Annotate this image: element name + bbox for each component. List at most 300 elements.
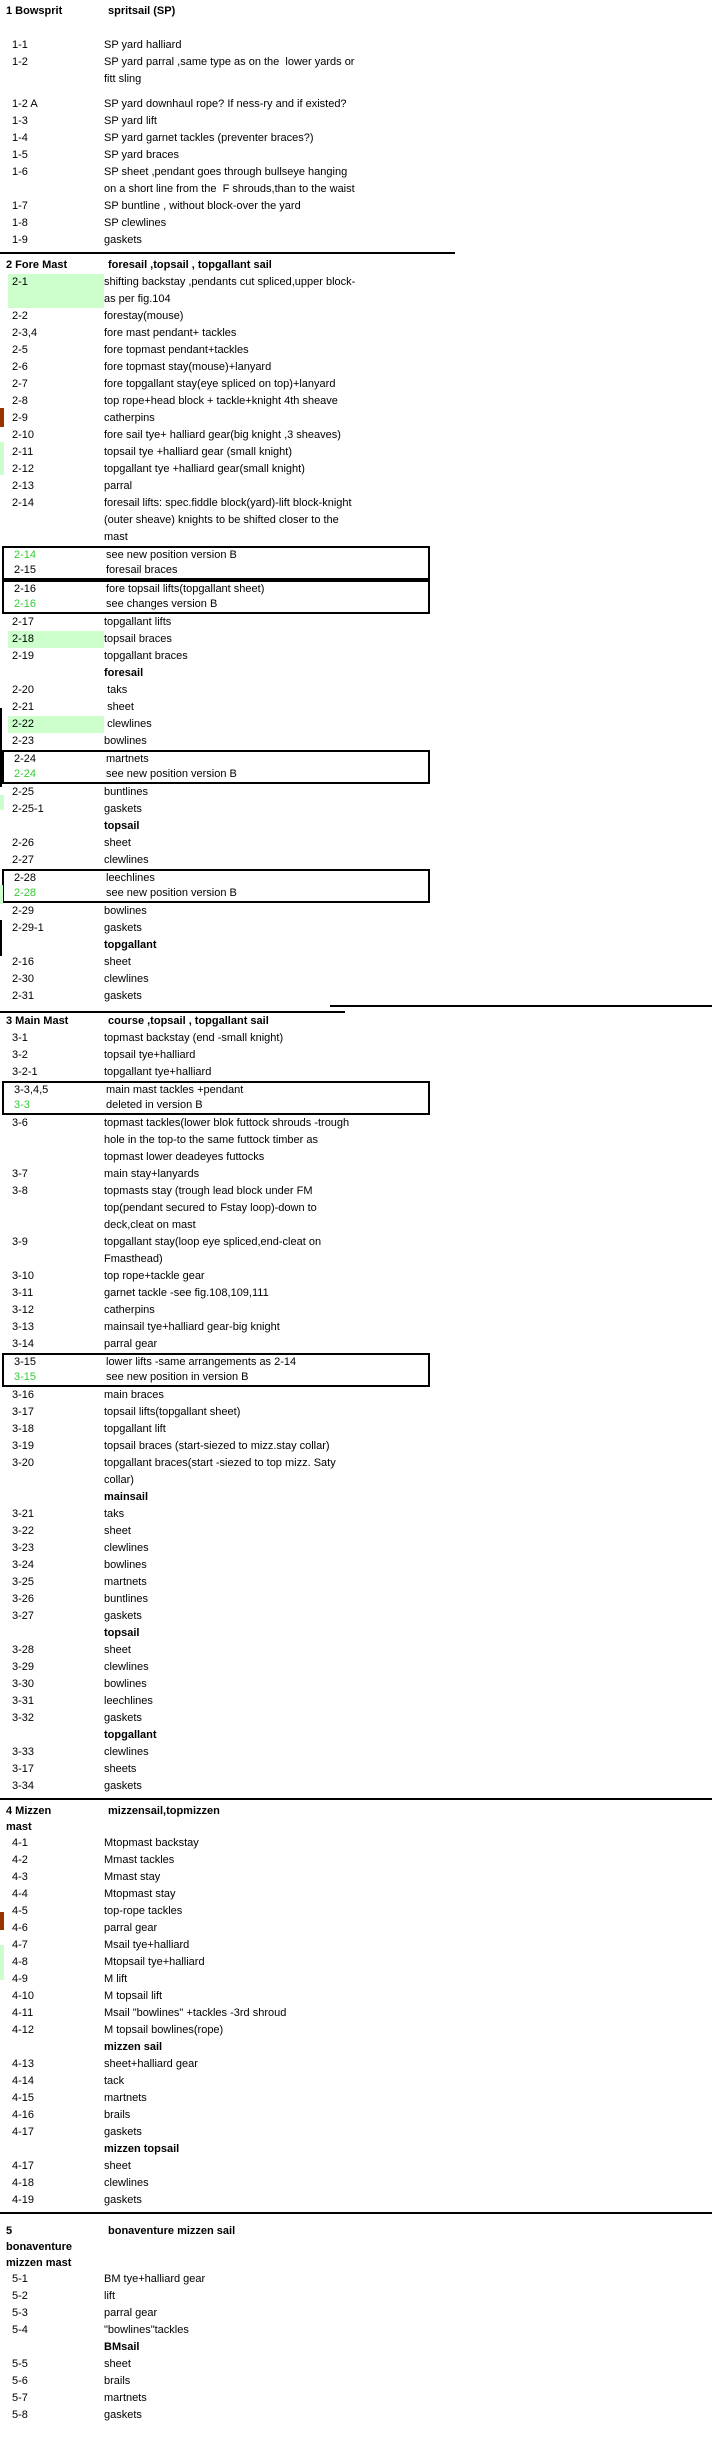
row-description-line: fore topsail lifts(topgallant sheet)	[106, 583, 265, 595]
row-number: 2-2	[12, 310, 28, 322]
row-number: 2-8	[12, 395, 28, 407]
row-description-line: top(pendant secured to Fstay loop)-down to	[104, 1202, 317, 1214]
row-description-line: Msail tye+halliard	[104, 1939, 190, 1951]
row-number: 4-7	[12, 1939, 28, 1951]
table-row	[0, 461, 712, 478]
left-edge-artifact	[0, 408, 4, 427]
row-description-line: SP yard parral ,same type as on the lower yards or	[104, 56, 355, 68]
sail-subheader-row	[0, 2141, 712, 2158]
section-title-line: mizzen mast	[6, 2257, 72, 2269]
row-description	[104, 852, 712, 869]
table-row	[0, 2390, 712, 2407]
row-number: 3-14	[12, 1338, 35, 1350]
row-number: 4-8	[12, 1956, 28, 1968]
left-edge-artifact	[0, 920, 2, 956]
row-description-line: SP yard halliard	[104, 39, 182, 51]
table-row	[0, 1988, 712, 2005]
row-description	[104, 1659, 712, 1676]
row-description-line: parral gear	[104, 1338, 158, 1350]
row-description	[104, 2192, 712, 2209]
sail-subheader-row	[0, 818, 712, 835]
section-header	[0, 257, 712, 274]
row-description	[104, 2056, 712, 2073]
row-description	[104, 2073, 712, 2090]
row-description	[104, 2271, 712, 2288]
row-number: 1-9	[12, 234, 28, 246]
table-row	[0, 1183, 712, 1234]
row-description-line: gaskets	[104, 1780, 142, 1792]
row-description-line: fitt sling	[104, 73, 142, 85]
row-description-line: gaskets	[104, 990, 142, 1002]
row-description	[104, 130, 712, 147]
table-row	[0, 801, 712, 818]
table-row	[0, 2022, 712, 2039]
table-row	[0, 1421, 712, 1438]
table-row	[0, 2175, 712, 2192]
row-number: 1-2 A	[12, 98, 38, 110]
row-number: 4-19	[12, 2194, 35, 2206]
row-description-line: fore topgallant stay(eye spliced on top)+lanyard	[104, 378, 336, 390]
table-row	[0, 1835, 712, 1852]
table-row	[0, 2124, 712, 2141]
table-row	[0, 682, 712, 699]
section-title-line: 1 Bowsprit	[6, 5, 63, 17]
row-description	[106, 886, 428, 901]
row-number: 5-2	[12, 2290, 28, 2302]
section-title-line: 5	[6, 2225, 13, 2237]
row-number: 3-3	[14, 1099, 30, 1111]
row-number: 2-9	[12, 412, 28, 424]
row-description	[104, 699, 712, 716]
row-description	[106, 548, 428, 563]
row-description	[104, 1268, 712, 1285]
row-description-line: gaskets	[104, 234, 142, 246]
row-number: 2-16	[12, 956, 35, 968]
row-number: 3-9	[12, 1236, 28, 1248]
row-description-line: Fmasthead)	[104, 1253, 163, 1265]
table-row	[0, 1166, 712, 1183]
revision-box	[2, 580, 430, 614]
row-description	[106, 1098, 428, 1113]
row-description	[104, 393, 712, 410]
row-number: 2-15	[14, 564, 37, 576]
row-description-line: clewlines	[104, 1661, 149, 1673]
table-row	[0, 2107, 712, 2124]
table-row	[0, 2056, 712, 2073]
row-number: 3-18	[12, 1423, 35, 1435]
table-row	[0, 1744, 712, 1761]
row-number: 5-1	[12, 2273, 28, 2285]
row-description	[106, 563, 428, 578]
row-description	[104, 1835, 712, 1852]
row-description	[104, 1421, 712, 1438]
table-row	[0, 1761, 712, 1778]
row-description-line: martnets	[106, 753, 149, 765]
section-header	[0, 2223, 712, 2271]
table-row	[0, 988, 712, 1005]
row-number: 3-19	[12, 1440, 35, 1452]
row-description-line: topmast backstay (end -small knight)	[104, 1032, 284, 1044]
table-row	[4, 1098, 428, 1113]
row-description	[106, 752, 428, 767]
row-number: 4-17	[12, 2126, 35, 2138]
table-row	[0, 1903, 712, 1920]
sail-subheader-label: mainsail	[104, 1491, 149, 1503]
row-number: 2-18	[8, 631, 104, 648]
table-row	[0, 784, 712, 801]
row-description	[104, 1336, 712, 1353]
row-description	[104, 1608, 712, 1625]
table-row	[0, 1438, 712, 1455]
row-description-line: Mmast tackles	[104, 1854, 175, 1866]
row-number: 2-16	[14, 583, 37, 595]
row-description	[104, 198, 712, 215]
row-number: 2-16	[14, 598, 37, 610]
section-divider	[0, 1005, 712, 1013]
revision-box	[2, 750, 430, 784]
row-description	[104, 37, 712, 54]
table-row	[0, 1591, 712, 1608]
table-row	[0, 198, 712, 215]
row-description	[104, 784, 712, 801]
table-row	[0, 1064, 712, 1081]
row-number: 2-25-1	[12, 803, 44, 815]
row-description	[104, 988, 712, 1005]
row-description-line: lift	[104, 2290, 115, 2302]
table-row	[0, 1234, 712, 1268]
row-number: 2-30	[12, 973, 35, 985]
table-row	[0, 2407, 712, 2424]
row-number: 4-9	[12, 1973, 28, 1985]
row-description	[104, 274, 712, 308]
row-description-line: topgallant braces(start -siezed to top mizz. Saty	[104, 1457, 336, 1469]
row-description	[104, 1988, 712, 2005]
row-description-line: bowlines	[104, 1559, 147, 1571]
sail-subheader-label: foresail	[104, 667, 144, 679]
row-number: 2-1	[8, 274, 104, 308]
row-description	[104, 1438, 712, 1455]
table-row	[0, 716, 712, 733]
row-number: 3-31	[12, 1695, 35, 1707]
table-row	[0, 164, 712, 198]
table-row	[0, 1710, 712, 1727]
row-description-line: top rope+tackle gear	[104, 1270, 205, 1282]
row-number: 2-29	[12, 905, 35, 917]
row-description	[104, 478, 712, 495]
row-spacer	[0, 20, 712, 37]
row-description	[104, 2288, 712, 2305]
section-title-line: 4 Mizzen	[6, 1805, 52, 1817]
row-description	[104, 2407, 712, 2424]
table-row	[0, 2090, 712, 2107]
row-description-line: topsail braces (start-siezed to mizz.stay collar)	[104, 1440, 330, 1452]
left-edge-artifact	[0, 442, 4, 475]
table-row	[0, 113, 712, 130]
row-number: 2-28	[14, 872, 37, 884]
revision-box	[2, 1353, 430, 1387]
table-row	[4, 886, 428, 901]
table-row	[0, 1523, 712, 1540]
sail-subheader-row	[0, 1489, 712, 1506]
row-number: 5-6	[12, 2375, 28, 2387]
section-sail-title: foresail ,topsail , topgallant sail	[108, 259, 272, 271]
table-row	[0, 1852, 712, 1869]
row-description-line: sheet	[104, 837, 131, 849]
row-number: 2-14	[12, 497, 35, 509]
row-number: 4-15	[12, 2092, 35, 2104]
left-edge-artifact	[0, 708, 2, 787]
table-row	[0, 1285, 712, 1302]
row-description-line: bowlines	[104, 735, 147, 747]
row-number: 4-2	[12, 1854, 28, 1866]
row-description-line: gaskets	[104, 1712, 142, 1724]
row-description-line: SP yard braces	[104, 149, 180, 161]
row-number: 4-13	[12, 2058, 35, 2070]
table-row	[4, 767, 428, 782]
row-number: 3-8	[12, 1185, 28, 1197]
row-description	[104, 1064, 712, 1081]
section-divider-segment	[0, 1011, 345, 1013]
row-number: 5-5	[12, 2358, 28, 2370]
row-description	[104, 96, 712, 113]
row-description-line: see new position version B	[106, 768, 237, 780]
table-row	[0, 308, 712, 325]
row-description-line: topgallant tye+halliard	[104, 1066, 212, 1078]
row-number: 3-23	[12, 1542, 35, 1554]
row-description	[104, 1676, 712, 1693]
row-description-line: sheet	[104, 956, 131, 968]
row-description-line: on a short line from the F shrouds,than to the waist	[104, 183, 355, 195]
section-title	[6, 257, 104, 273]
section-title-line: 3 Main Mast	[6, 1015, 69, 1027]
row-description-line: topgallant lifts	[104, 616, 172, 628]
row-description	[104, 54, 712, 88]
row-number: 2-7	[12, 378, 28, 390]
row-number: 3-13	[12, 1321, 35, 1333]
row-number: 1-3	[12, 115, 28, 127]
table-row	[0, 699, 712, 716]
table-row	[0, 631, 712, 648]
table-row	[0, 971, 712, 988]
row-description-line: garnet tackle -see fig.108,109,111	[104, 1287, 269, 1299]
table-row	[0, 96, 712, 113]
row-number: 2-12	[12, 463, 35, 475]
row-description	[104, 215, 712, 232]
row-description	[104, 376, 712, 393]
row-description-line: parral	[104, 480, 133, 492]
row-number: 3-30	[12, 1678, 35, 1690]
row-number: 2-23	[12, 735, 35, 747]
row-description-line: sheet	[104, 701, 134, 713]
row-description	[104, 1557, 712, 1574]
row-description	[104, 1778, 712, 1795]
row-number: 4-18	[12, 2177, 35, 2189]
row-description-line: foresail lifts: spec.fiddle block(yard)-lift block-knight	[104, 497, 352, 509]
table-row	[0, 1115, 712, 1166]
row-description-line: clewlines	[104, 854, 149, 866]
sail-subheader-row	[0, 2039, 712, 2056]
sail-subheader-label: topsail	[104, 820, 140, 832]
row-description	[106, 767, 428, 782]
row-description	[104, 232, 712, 249]
row-description	[104, 1166, 712, 1183]
sail-subheader-label: topgallant	[104, 939, 157, 951]
row-description	[104, 1523, 712, 1540]
row-number: 2-27	[12, 854, 35, 866]
row-description	[104, 1302, 712, 1319]
sail-subheader-row	[0, 937, 712, 954]
table-row	[0, 1693, 712, 1710]
row-description-line: fore mast pendant+ tackles	[104, 327, 237, 339]
row-description-line: brails	[104, 2109, 131, 2121]
table-row	[0, 1506, 712, 1523]
row-number: 2-31	[12, 990, 35, 1002]
table-row	[0, 1971, 712, 1988]
row-number: 3-27	[12, 1610, 35, 1622]
row-number: 4-14	[12, 2075, 35, 2087]
row-description-line: clewlines	[104, 1746, 149, 1758]
row-description-line: clewlines	[104, 718, 152, 730]
row-description	[104, 113, 712, 130]
row-description	[104, 1047, 712, 1064]
section-title-line: 2 Fore Mast	[6, 259, 68, 271]
table-row	[0, 147, 712, 164]
table-row	[4, 597, 428, 612]
row-description	[104, 903, 712, 920]
table-row	[0, 2073, 712, 2090]
row-description	[104, 682, 712, 699]
row-description-line: parral gear	[104, 1922, 158, 1934]
revision-box	[2, 869, 430, 903]
row-number: 4-12	[12, 2024, 35, 2036]
row-description-line: buntlines	[104, 1593, 149, 1605]
row-description	[104, 1455, 712, 1489]
row-number: 3-7	[12, 1168, 28, 1180]
row-description-line: leechlines	[104, 1695, 153, 1707]
table-row	[0, 1608, 712, 1625]
row-description	[104, 2090, 712, 2107]
row-description-line: mast	[104, 531, 128, 543]
row-description	[104, 2175, 712, 2192]
row-description	[104, 410, 712, 427]
section-title	[6, 1803, 104, 1835]
row-number: 3-15	[14, 1356, 37, 1368]
table-row	[0, 2356, 712, 2373]
row-description-line: hole in the top-to the same futtock timber as	[104, 1134, 319, 1146]
table-row	[0, 648, 712, 665]
row-description-line: catherpins	[104, 1304, 155, 1316]
row-description-line: fore sail tye+ halliard gear(big knight ,3 sheaves)	[104, 429, 341, 441]
row-description	[104, 2005, 712, 2022]
section-divider-segment	[330, 1005, 712, 1007]
row-description	[104, 427, 712, 444]
row-number: 2-29-1	[12, 922, 44, 934]
row-number: 3-15	[14, 1371, 37, 1383]
row-description	[106, 597, 428, 612]
table-row	[4, 752, 428, 767]
row-number: 3-10	[12, 1270, 35, 1282]
row-number: 3-32	[12, 1712, 35, 1724]
row-number: 2-6	[12, 361, 28, 373]
row-number: 2-13	[12, 480, 35, 492]
row-description-line: topgallant lift	[104, 1423, 166, 1435]
table-row	[0, 1869, 712, 1886]
row-description	[104, 2305, 712, 2322]
sail-subheader-label: mizzen sail	[104, 2041, 163, 2053]
row-description-line: leechlines	[106, 872, 155, 884]
row-number: 2-17	[12, 616, 35, 628]
section-header	[0, 1013, 712, 1030]
row-spacer	[0, 88, 712, 96]
row-description-line: sheets	[104, 1763, 137, 1775]
row-number: 2-21	[12, 701, 35, 713]
table-row	[0, 920, 712, 937]
row-description	[104, 495, 712, 546]
row-description	[104, 1852, 712, 1869]
row-number: 4-11	[12, 2007, 34, 2019]
table-row	[0, 1455, 712, 1489]
section-header	[0, 3, 712, 20]
row-description-line: see changes version B	[106, 598, 218, 610]
row-description-line: Mmast stay	[104, 1871, 161, 1883]
row-description-line: Msail "bowlines" +tackles -3rd shroud	[104, 2007, 287, 2019]
row-number: 3-21	[12, 1508, 35, 1520]
row-number: 4-10	[12, 1990, 35, 2002]
row-description	[104, 1183, 712, 1234]
row-number: 3-20	[12, 1457, 35, 1469]
table-row	[0, 614, 712, 631]
table-row	[4, 563, 428, 578]
row-description	[104, 1693, 712, 1710]
row-description	[104, 1744, 712, 1761]
row-description	[106, 582, 428, 597]
revision-box	[2, 1081, 430, 1115]
row-description-line: Mtopmast stay	[104, 1888, 176, 1900]
left-edge-artifact	[0, 795, 4, 810]
row-description	[104, 1591, 712, 1608]
table-row	[0, 903, 712, 920]
row-description	[104, 1937, 712, 1954]
row-number: 3-11	[12, 1287, 34, 1299]
row-description	[104, 1574, 712, 1591]
table-row	[0, 1574, 712, 1591]
row-number: 5-7	[12, 2392, 28, 2404]
table-row	[0, 1937, 712, 1954]
row-description-line: gaskets	[104, 2126, 142, 2138]
row-description	[104, 1115, 712, 1166]
row-description	[104, 1030, 712, 1047]
row-description	[104, 1642, 712, 1659]
row-number: 3-17	[12, 1763, 35, 1775]
row-description	[104, 631, 712, 648]
row-number: 2-3,4	[12, 327, 38, 339]
row-description	[104, 2107, 712, 2124]
left-edge-artifact	[0, 1945, 4, 1980]
table-row	[0, 410, 712, 427]
row-description-line: mainsail tye+halliard gear-big knight	[104, 1321, 280, 1333]
table-row	[0, 954, 712, 971]
row-description-line: sheet	[104, 1644, 131, 1656]
row-description-line: main stay+lanyards	[104, 1168, 200, 1180]
row-description-line: topmast lower deadeyes futtocks	[104, 1151, 265, 1163]
row-description	[104, 1903, 712, 1920]
row-description-line: taks	[104, 1508, 125, 1520]
table-row	[0, 1387, 712, 1404]
table-row	[0, 1642, 712, 1659]
row-number: 2-25	[12, 786, 35, 798]
table-row	[0, 478, 712, 495]
row-description-line: SP sheet ,pendant goes through bullseye hanging	[104, 166, 348, 178]
